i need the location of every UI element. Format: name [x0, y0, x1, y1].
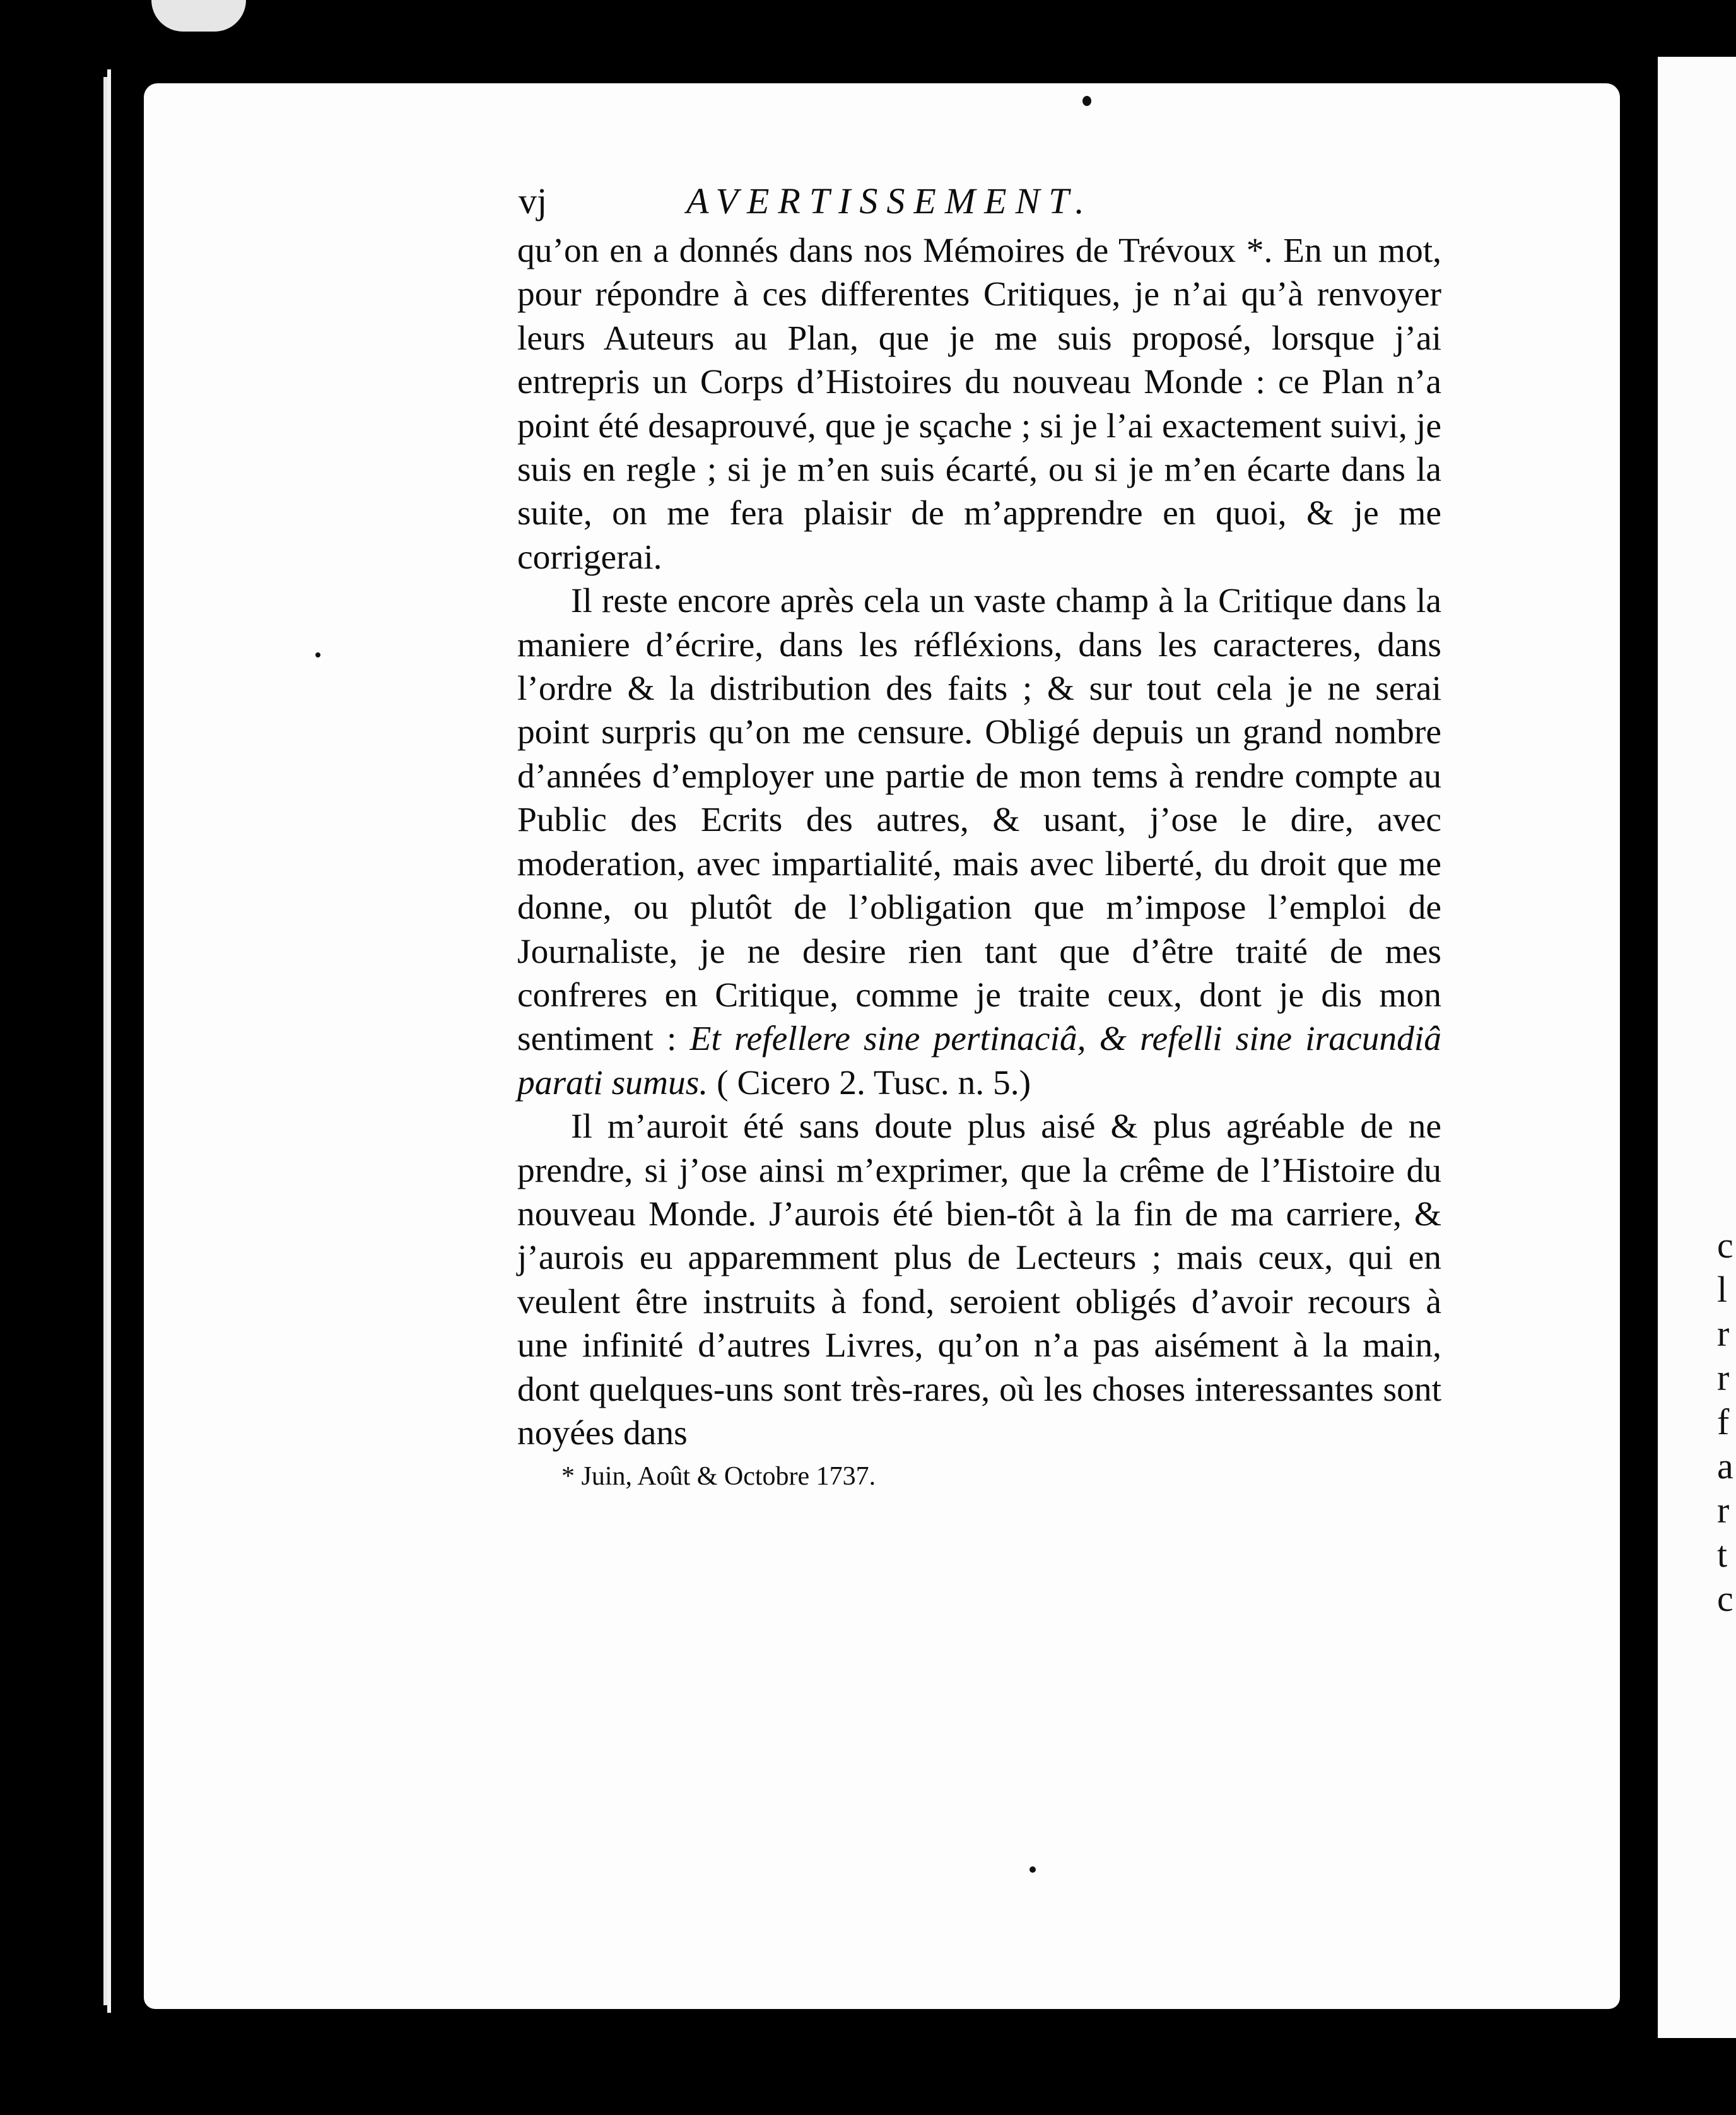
ink-speck-left — [315, 652, 320, 657]
adjacent-page-letter: r — [1717, 1357, 1730, 1398]
adjacent-page-letter: f — [1717, 1401, 1730, 1442]
adjacent-page-letter: c — [1717, 1225, 1733, 1266]
adjacent-page — [1658, 57, 1736, 2038]
adjacent-page-letter: c — [1717, 1578, 1733, 1619]
page-content — [517, 180, 1441, 1492]
book-gutter — [1620, 50, 1658, 2038]
page-header — [517, 180, 1441, 229]
page-number: vj — [519, 180, 548, 221]
adjacent-page-letter: a — [1717, 1446, 1733, 1487]
torn-paper-fragment — [151, 0, 246, 32]
ink-speck-top — [1082, 96, 1091, 106]
adjacent-page-letter: l — [1717, 1269, 1728, 1310]
adjacent-page-letter: r — [1717, 1490, 1730, 1531]
adjacent-page-letter: t — [1717, 1534, 1728, 1575]
paragraph-3: Il m’auroit été sans doute plus aisé & plus agréable de ne prendre, si j’ose ainsi m’exprimer, que la crême de l’Histoire du nouveau Monde. J’aurois été bien-tôt à la fin de ma carriere, & j’aurois eu apparemment plus de Lecteurs ; mais ceux, qui en veulent être instruits à fond, seroient obligés d’avoir recours à une infinité d’autres Livres, qu’on n’a pas aisément à la main, dont quelques-uns sont très-rares, où les choses interessantes sont noyées dans — [517, 1107, 1441, 1452]
body-text — [517, 229, 1441, 1455]
footnote: * Juin, Août & Octobre 1737. — [561, 1462, 876, 1492]
latin-quote: Et refellere sine pertinaciâ, & refelli sine iracundiâ parati sumus. — [517, 1020, 1441, 1102]
ink-speck-bottom — [1029, 1866, 1036, 1873]
adjacent-page-letter: r — [1717, 1313, 1730, 1354]
citation: ( Cicero 2. Tusc. n. 5.) — [717, 1063, 1031, 1102]
running-title: AVERTISSEMENT. — [686, 180, 1093, 221]
paragraph-2 — [517, 579, 1441, 1105]
paragraph-2-text: Il reste encore après cela un vaste champ à la Critique dans la maniere d’écrire, dans les réfléxions, dans les caracteres, dans l’ordre & la distribution des faits ; & sur tout cela je ne serai point surpris qu’on me censure. Obligé depuis un grand nombre d’années d’employer une partie de mon tems à rendre compte au Public des Ecrits des autres, & usant, j’ose le dire, avec moderation, avec impartialité, mais avec liberté, du droit que me donne, ou plutôt de l’obligation que m’impose l’emploi de Journaliste, je ne desire rien tant que d’être traité de mes confreres en Critique, comme je traite ceux, dont je dis mon sentiment : — [517, 582, 1441, 1059]
paragraph-1: qu’on en a donnés dans nos Mémoires de Trévoux *. En un mot, pour répondre à ces differentes Critiques, je n’ai qu’à renvoyer leurs Auteurs au Plan, que je me suis proposé, lorsque j’ai entrepris un Corps d’Histoires du nouveau Monde : ce Plan n’a point été desaprouvé, que je sçache ; si je l’ai exactement suivi, je suis en regle ; si je m’en suis écarté, ou si je m’en écarte dans la suite, on me fera plaisir de m’apprendre en quoi, & je me corrigerai. — [517, 232, 1441, 577]
